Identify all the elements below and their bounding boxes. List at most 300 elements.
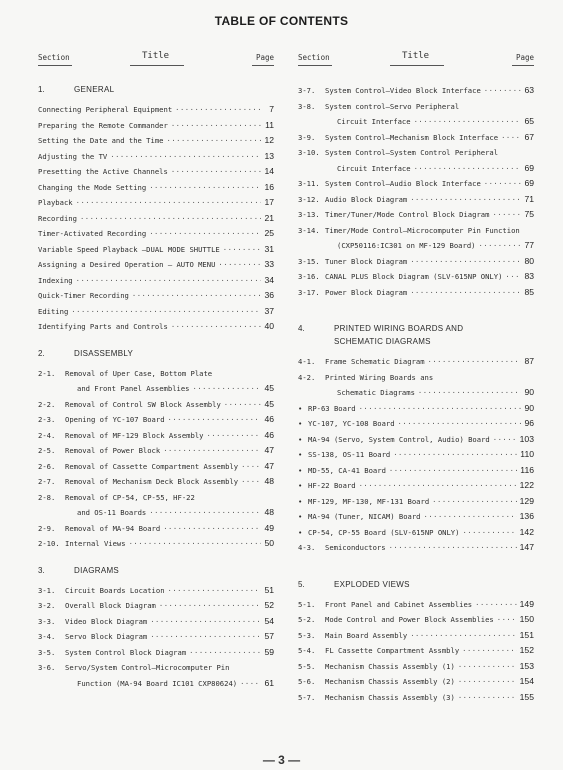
entry-page: 12 (264, 135, 274, 145)
column-header (38, 53, 274, 65)
toc-entry (298, 659, 534, 675)
entry-page: 122 (519, 480, 534, 490)
leader-dots (168, 412, 262, 428)
toc-entry (38, 195, 274, 211)
entry-title: Circuit Boards Location (65, 585, 165, 595)
entry-page: 34 (264, 274, 274, 285)
entry-page: 37 (264, 305, 274, 316)
entry-title: Removal of CP-54, CP-55, HF-22 (65, 492, 195, 502)
entry-number: 2-1. (38, 368, 56, 378)
toc-entry (298, 509, 534, 525)
toc-entry (298, 192, 534, 208)
entry-page: 59 (264, 646, 274, 657)
leader-dots (132, 288, 262, 304)
leader-dots (458, 659, 517, 675)
leader-dots (150, 614, 261, 630)
leader-dots (171, 118, 262, 134)
entry-title: Adjusting the TV (38, 151, 108, 161)
leader-dots (171, 164, 262, 180)
leader-dots (424, 509, 517, 525)
leader-dots (505, 269, 521, 285)
entry-number: 2-7. (38, 477, 56, 486)
toc-entry (298, 525, 534, 541)
toc-entry (38, 288, 274, 304)
entry-page: 36 (264, 290, 274, 300)
toc-entry (298, 223, 534, 239)
toc-entry (38, 521, 274, 537)
entry-page: 69 (524, 162, 534, 173)
leader-dots (167, 133, 262, 149)
toc-entry (38, 629, 274, 645)
entry-page: 45 (264, 398, 274, 409)
entry-title: Removal of Uper Case, Bottom Plate (65, 368, 213, 378)
leader-dots (493, 432, 517, 448)
entry-page: 116 (520, 464, 534, 475)
entry-title: Assigning a Desired Operation — AUTO MENU (38, 260, 216, 269)
entry-title: Tuner Block Diagram (325, 256, 408, 266)
leader-dots (193, 381, 262, 397)
entry-title: Schematic Diagrams (337, 388, 415, 397)
leader-dots (80, 211, 261, 227)
entry-page: 110 (520, 449, 534, 459)
entry-number: 3-2. (38, 601, 56, 610)
column-header (298, 53, 534, 65)
entry-number: 2-2. (38, 399, 56, 409)
toc-entry (298, 161, 534, 177)
entry-number: 2-9. (38, 523, 56, 533)
entry-title: Printed Wiring Boards ans (325, 372, 434, 382)
header-page: Page (515, 53, 534, 62)
entry-number (298, 432, 308, 448)
leader-dots (414, 114, 522, 130)
entry-page: 13 (264, 150, 274, 161)
leader-dots (241, 459, 261, 475)
section-heading-disassembly: 2. DISASSEMBLY (38, 348, 134, 358)
entry-title: MF-129, MF-130, MF-131 Board (308, 496, 430, 506)
entry-page: 25 (264, 228, 274, 238)
entry-page: 57 (264, 631, 274, 641)
entry-number: 2-10. (38, 539, 60, 548)
entry-title: Servo/System Control—Microcomputer Pin (65, 663, 230, 672)
entry-page: 47 (264, 445, 274, 455)
entry-number: 5-1. (298, 599, 316, 609)
toc-entry (38, 304, 274, 320)
leader-dots (149, 226, 261, 242)
leader-dots (218, 257, 261, 273)
entry-number: 2-5. (38, 446, 56, 455)
entry-title: Mechanism Chassis Assembly (3) (325, 692, 455, 702)
entry-page: 90 (524, 402, 534, 413)
section-heading-pwb: 4. PRINTED WIRING BOARDS AND (298, 324, 464, 333)
header-title: Title (142, 51, 170, 61)
leader-dots (110, 149, 261, 165)
leader-dots (223, 242, 262, 258)
leader-dots (389, 463, 517, 479)
section-heading-exploded: 5. EXPLODED VIEWS (298, 579, 410, 589)
entry-title: RP-63 Board (308, 403, 356, 413)
entry-title: YC-107, YC-108 Board (308, 419, 395, 428)
entry-title: Circuit Interface (337, 117, 411, 126)
entry-page: 87 (524, 356, 534, 366)
leader-dots (168, 583, 262, 599)
toc-entry (38, 490, 274, 506)
entry-page: 155 (519, 691, 534, 702)
leader-dots (175, 102, 262, 118)
entry-number: 5-2. (298, 615, 316, 624)
header-section: Section (298, 53, 330, 62)
header-underline (38, 65, 72, 66)
entry-number: 3-15. (298, 256, 320, 266)
entry-number: 2-4. (38, 430, 56, 440)
entry-number: 3-17. (298, 287, 320, 297)
entry-page: 152 (519, 645, 534, 655)
toc-entry (298, 207, 534, 223)
leader-dots (462, 643, 517, 659)
entry-page: 21 (264, 212, 274, 223)
toc-entry (298, 254, 534, 270)
entry-title: Removal of Cassette Compartment Assembly (65, 461, 239, 471)
toc-entry (298, 145, 534, 161)
entry-page: 48 (264, 507, 274, 517)
section-heading-general: 1. GENERAL (38, 85, 115, 94)
leader-dots (458, 690, 517, 706)
toc-entry (38, 242, 274, 258)
entry-title: CP-54, CP-55 Board (SLV-615NP ONLY) (308, 527, 460, 537)
toc-entry (38, 118, 274, 134)
entry-title: Opening of YC-107 Board (65, 415, 165, 424)
toc-entry (298, 643, 534, 659)
entry-title: Removal of MF-129 Block Assembly (65, 430, 204, 440)
entry-title: System Control—Video Block Interface (325, 86, 481, 95)
entry-title: Main Board Assembly (325, 630, 408, 640)
entry-page: 65 (524, 116, 534, 126)
entry-title: Internal Views (65, 539, 126, 548)
toc-entry (298, 416, 534, 432)
entry-page: 75 (524, 209, 534, 219)
entry-page: 83 (524, 271, 534, 281)
entry-page: 46 (264, 429, 274, 440)
leader-dots (76, 273, 262, 289)
header-page: Page (255, 53, 274, 62)
entry-number: 3-5. (38, 647, 56, 657)
entry-title: Removal of MA-94 Board (65, 523, 161, 533)
toc-entry (298, 370, 534, 386)
entry-number: 5-7. (298, 692, 316, 702)
leader-dots (432, 494, 516, 510)
entry-number: 3-13. (298, 210, 320, 219)
toc-entry (298, 354, 534, 370)
entry-number (298, 509, 308, 525)
entry-page: 48 (264, 476, 274, 486)
entry-number (298, 416, 308, 432)
entry-page: 63 (524, 85, 534, 95)
entry-title: Changing the Mode Setting (38, 182, 147, 192)
entry-title: Quick-Timer Recording (38, 291, 129, 300)
entry-number: 3-14. (298, 225, 320, 235)
leader-dots (171, 319, 262, 335)
toc-entry (38, 412, 274, 428)
entry-page: 47 (264, 460, 274, 471)
toc-entry (38, 180, 274, 196)
entry-title: FL Cassette Compartment Assmbly (325, 646, 460, 655)
leader-dots (492, 207, 521, 223)
entry-title: Frame Schematic Diagram (325, 357, 425, 366)
entry-title: System Control Block Diagram (65, 647, 187, 657)
entry-title: MD-55, CA-41 Board (308, 465, 386, 475)
entry-number: 3-1. (38, 585, 56, 595)
toc-entry (38, 149, 274, 165)
entry-page: 150 (519, 614, 534, 624)
leader-dots (398, 416, 522, 432)
entry-title: Function (MA-94 Board IC101 CXP80624) (77, 678, 238, 688)
toc-entry (298, 432, 534, 448)
toc-entry (298, 463, 534, 479)
toc-entry (38, 536, 274, 552)
entry-title: System Control—System Control Peripheral (325, 148, 499, 157)
toc-entry (38, 598, 274, 614)
entry-page: 85 (524, 286, 534, 297)
entry-title: Semiconductors (325, 543, 386, 552)
entry-page: 149 (519, 598, 534, 609)
toc-left-column (38, 53, 274, 691)
entry-page: 46 (264, 414, 274, 424)
entry-title: Timer/Tuner/Mode Control Block Diagram (325, 210, 490, 219)
toc-entry (298, 114, 534, 130)
entry-title: Mechanism Chassis Assembly (2) (325, 677, 455, 686)
leader-dots (159, 598, 262, 614)
entry-page: 54 (264, 615, 274, 626)
entry-number: 2-6. (38, 461, 56, 471)
entry-page: 45 (264, 383, 274, 393)
page-number: — 3 — (262, 753, 301, 767)
toc-entry (298, 540, 534, 556)
entry-title: Identifying Parts and Controls (38, 322, 168, 331)
entry-title: Recording (38, 213, 77, 223)
entry-number: 3-9. (298, 132, 316, 142)
toc-entry (38, 164, 274, 180)
header-underline (298, 65, 332, 66)
toc-entry (38, 211, 274, 227)
toc-entry (38, 428, 274, 444)
leader-dots (478, 238, 521, 254)
toc-entry (38, 660, 274, 676)
entry-title: Power Block Diagram (325, 287, 408, 297)
entry-number: 4-1. (298, 357, 316, 366)
toc-entry (298, 628, 534, 644)
leader-dots (189, 645, 261, 661)
entry-number (298, 401, 308, 417)
toc-entry (298, 238, 534, 254)
entry-title: Mode Control and Power Block Assemblies (325, 615, 494, 624)
entry-title: Removal of Mechanism Deck Block Assembly (65, 477, 239, 486)
entry-number: 3-8. (298, 101, 316, 111)
toc-entry (38, 381, 274, 397)
entry-page: 90 (524, 387, 534, 397)
header-underline (130, 65, 184, 66)
toc-entry (38, 319, 274, 335)
entry-title: System Control—Mechanism Block Interface (325, 132, 499, 142)
leader-dots (224, 397, 262, 413)
entry-number: 5-5. (298, 661, 316, 671)
toc-entry (38, 614, 274, 630)
entry-title: Mechanism Chassis Assembly (1) (325, 661, 455, 671)
entry-page: 50 (264, 538, 274, 548)
entry-title: and OS-11 Boards (77, 508, 147, 517)
entry-page: 61 (264, 677, 274, 688)
entry-number: 2-8. (38, 492, 56, 502)
entry-number: 4-2. (298, 372, 316, 382)
entry-title: Setting the Date and the Time (38, 136, 164, 145)
entry-title: HF-22 Board (308, 481, 356, 490)
leader-dots (418, 385, 522, 401)
leader-dots (240, 676, 261, 692)
entry-title: System control—Servo Peripheral (325, 101, 460, 111)
entry-title: and Front Panel Assemblies (77, 384, 190, 393)
entry-page: 142 (519, 526, 534, 537)
page-title: TABLE OF CONTENTS (214, 14, 349, 28)
entry-title: CANAL PLUS Block Diagram (SLV-615NP ONLY) (325, 272, 503, 281)
header-underline (252, 65, 274, 66)
entry-number: 3-12. (298, 194, 320, 204)
entry-number: 5-6. (298, 677, 316, 686)
entry-number (298, 463, 308, 479)
entry-title: Servo Block Diagram (65, 632, 148, 641)
entry-number: 3-11. (298, 179, 320, 188)
leader-dots (410, 628, 516, 644)
leader-dots (501, 130, 521, 146)
leader-dots (359, 401, 522, 417)
toc-entry (298, 401, 534, 417)
toc-entry (38, 133, 274, 149)
entry-page: 136 (519, 511, 534, 521)
toc-entry (38, 273, 274, 289)
entry-page: 40 (264, 321, 274, 331)
section-heading-diagrams: 3. DIAGRAMS (38, 565, 120, 575)
entry-number (298, 525, 308, 541)
entry-page: 151 (519, 629, 534, 640)
entry-number (298, 494, 308, 510)
leader-dots (206, 428, 261, 444)
toc-entry (38, 583, 274, 599)
toc-entry (38, 226, 274, 242)
entry-page: 77 (524, 240, 534, 250)
entry-page: 80 (524, 255, 534, 266)
entry-page: 51 (264, 584, 274, 595)
leader-dots (149, 180, 261, 196)
entry-page: 7 (269, 104, 274, 114)
toc-entry (298, 494, 534, 510)
toc-entry (38, 397, 274, 413)
leader-dots (359, 478, 517, 494)
leader-dots (410, 192, 521, 208)
toc-entry (298, 130, 534, 146)
entry-page: 103 (519, 433, 534, 444)
toc-entry (298, 99, 534, 115)
toc-entry (38, 474, 274, 490)
toc-entry (298, 478, 534, 494)
entry-page: 96 (524, 418, 534, 428)
entry-number: 3-10. (298, 148, 320, 157)
entry-number: 3-7. (298, 86, 316, 95)
entry-title: Removal of Power Block (65, 446, 161, 455)
toc-entry (38, 645, 274, 661)
header-underline (390, 65, 444, 66)
entry-title: Front Panel and Cabinet Assemblies (325, 599, 473, 609)
toc-right-column (298, 53, 534, 705)
entry-title: Video Block Diagram (65, 616, 148, 626)
leader-dots (410, 254, 521, 270)
entry-title: Preparing the Remote Commander (38, 120, 168, 130)
header-section: Section (38, 53, 70, 62)
leader-dots (497, 612, 517, 628)
leader-dots (484, 83, 522, 99)
leader-dots (149, 505, 261, 521)
entry-number: 5-4. (298, 646, 316, 655)
entry-number: 2-3. (38, 415, 56, 424)
toc-entry (298, 83, 534, 99)
entry-title: (CXP50116:IC301 on MF-129 Board) (337, 241, 476, 250)
leader-dots (163, 443, 261, 459)
entry-title: Indexing (38, 275, 73, 285)
entry-page: 16 (264, 181, 274, 192)
toc-entry (38, 366, 274, 382)
entry-page: 17 (264, 197, 274, 207)
entry-page: 52 (264, 600, 274, 610)
leader-dots (76, 195, 262, 211)
leader-dots (484, 176, 522, 192)
header-title: Title (402, 51, 430, 61)
entry-title: Circuit Interface (337, 163, 411, 173)
entry-page: 67 (524, 131, 534, 142)
entry-title: Variable Speed Playback —DUAL MODE SHUTTLE (38, 244, 220, 254)
entry-page: 31 (264, 243, 274, 254)
entry-title: Removal of Control SW Block Assembly (65, 399, 221, 409)
entry-title: MA-94 (Tuner, NICAM) Board (308, 512, 421, 521)
toc-entry (298, 690, 534, 706)
entry-number: 4-3. (298, 543, 316, 552)
leader-dots (71, 304, 261, 320)
entry-number: 3-4. (38, 632, 56, 641)
entry-title: Playback (38, 198, 73, 207)
toc-entry (298, 447, 534, 463)
entry-number (298, 478, 308, 494)
header-underline (512, 65, 534, 66)
entry-page: 33 (264, 259, 274, 269)
leader-dots (393, 447, 517, 463)
entry-number: 3-16. (298, 272, 320, 281)
entry-title: Overall Block Diagram (65, 601, 156, 610)
toc-entry (38, 443, 274, 459)
leader-dots (428, 354, 522, 370)
entry-number: 5-3. (298, 630, 316, 640)
entry-page: 147 (519, 542, 534, 552)
entry-title: SS-138, OS-11 Board (308, 450, 391, 459)
entry-page: 69 (524, 178, 534, 188)
toc-entry (298, 176, 534, 192)
leader-dots (129, 536, 262, 552)
entry-page: 14 (264, 166, 274, 176)
toc-entry (298, 385, 534, 401)
toc-entry (298, 269, 534, 285)
leader-dots (458, 674, 517, 690)
leader-dots (389, 540, 517, 556)
leader-dots (163, 521, 261, 537)
leader-dots (150, 629, 261, 645)
leader-dots (475, 597, 517, 613)
leader-dots (414, 161, 522, 177)
entry-title: Connecting Peripheral Equipment (38, 105, 173, 114)
entry-page: 11 (265, 119, 274, 130)
